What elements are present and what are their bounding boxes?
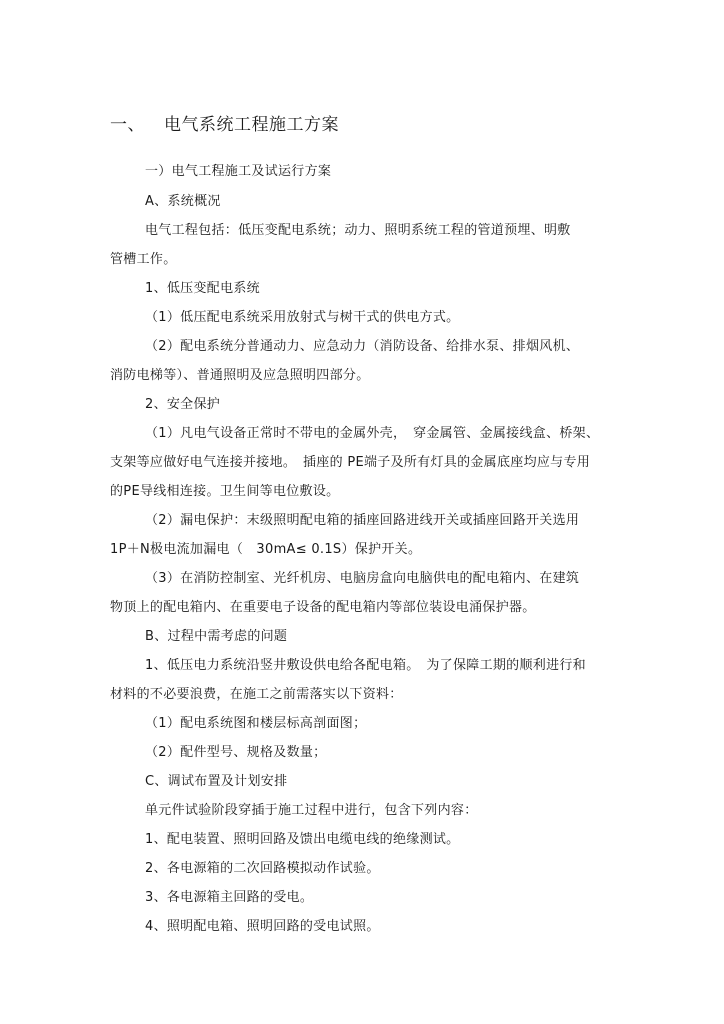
paragraph-line: （1）凡电气设备正常时不带电的金属外壳， 穿金属管、金属接线盒、桥架、 — [145, 426, 600, 441]
paragraph-line: （2）漏电保护：末级照明配电箱的插座回路进线开关或插座回路开关选用 — [145, 513, 580, 528]
paragraph-line: 3、各电源箱主回路的受电。 — [145, 890, 314, 905]
paragraph-line: （3）在消防控制室、光纤机房、电脑房盒向电脑供电的配电箱内、在建筑 — [145, 571, 580, 586]
paragraph-line: 材料的不必要浪费，在施工之前需落实以下资料： — [110, 687, 403, 702]
paragraph-line: 的PE导线相连接。卫生间等电位敷设。 — [110, 484, 340, 499]
paragraph-line: 4、照明配电箱、照明回路的受电试照。 — [145, 919, 380, 934]
item-heading: 2、安全保护 — [145, 397, 221, 412]
paragraph-line: （1）低压配电系统采用放射式与树干式的供电方式。 — [145, 310, 460, 325]
paragraph-line: 1、配电装置、照明回路及馈出电缆电线的绝缘测试。 — [145, 832, 460, 847]
paragraph-line: 消防电梯等）、普通照明及应急照明四部分。 — [110, 368, 370, 383]
paragraph-line: （2）配件型号、规格及数量； — [145, 745, 327, 760]
paragraph-line: 支架等应做好电气连接并接地。 插座的 PE端子及所有灯具的金属底座均应与专用 — [110, 455, 591, 470]
item-heading-c: C、调试布置及计划安排 — [145, 774, 288, 789]
section-heading — [110, 113, 339, 137]
paragraph-line: 管槽工作。 — [110, 252, 177, 267]
item-heading: 1、低压变配电系统 — [145, 281, 260, 296]
section-title: 电气系统工程施工方案 — [164, 115, 339, 135]
paragraph-line: 单元件试验阶段穿插于施工过程中进行，包含下列内容： — [145, 803, 478, 818]
item-heading-a: A、系统概况 — [145, 194, 221, 209]
paragraph-line: 1P＋N极电流加漏电（ 30mA≤ 0.1S）保护开关。 — [110, 542, 422, 557]
item-heading-b: B、过程中需考虑的问题 — [145, 629, 288, 644]
paragraph-line: 1、低压电力系统沿竖井敷设供电给各配电箱。 为了保障工期的顺利进行和 — [145, 658, 586, 673]
paragraph-line: （1）配电系统图和楼层标高剖面图； — [145, 716, 367, 731]
paragraph-line: （2）配电系统分普通动力、应急动力（消防设备、给排水泵、排烟风机、 — [145, 339, 580, 354]
subsection-title: 一）电气工程施工及试运行方案 — [145, 164, 332, 179]
paragraph-line: 2、各电源箱的二次回路模拟动作试验。 — [145, 861, 380, 876]
paragraph-line: 电气工程包括：低压变配电系统；动力、照明系统工程的管道预埋、明敷 — [145, 223, 571, 238]
section-number: 一、 — [110, 115, 145, 135]
paragraph-line: 物顶上的配电箱内、在重要电子设备的配电箱内等部位装设电涌保护器。 — [110, 600, 536, 615]
